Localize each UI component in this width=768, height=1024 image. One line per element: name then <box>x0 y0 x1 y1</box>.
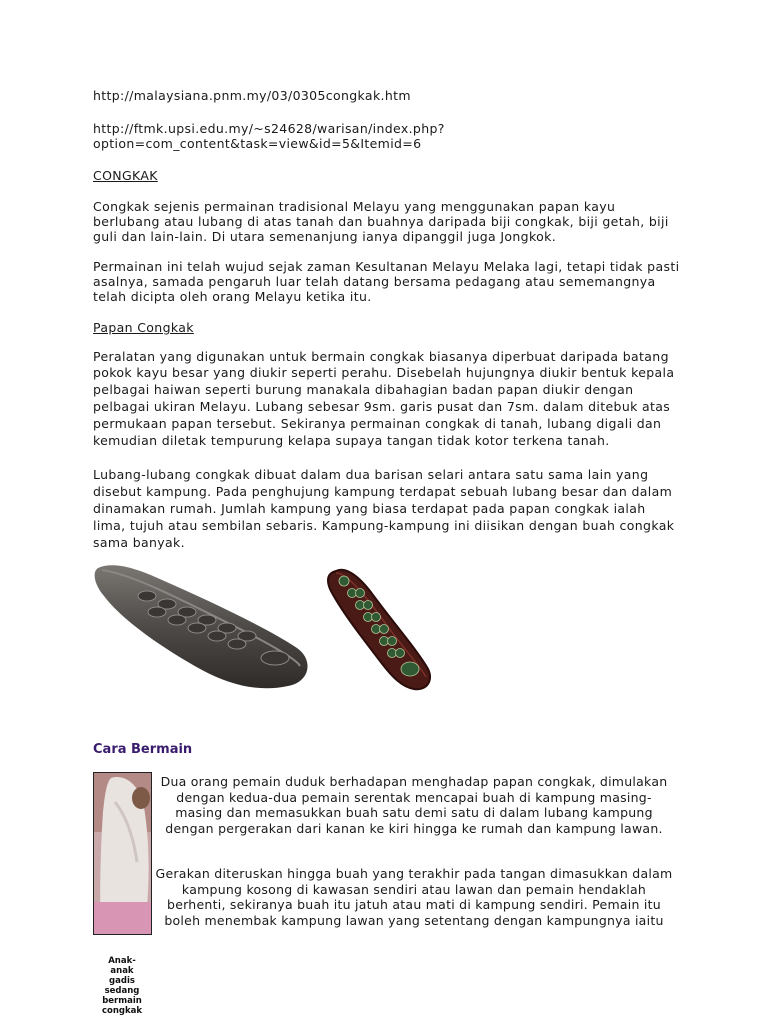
photo-caption <box>93 956 151 1016</box>
cara-line: Gerakan diteruskan hingga buah yang terakhir pada tangan dimasukkan dalam <box>155 866 673 881</box>
history-line: telah dicipta oleh orang Melayu ketika itu. <box>93 289 372 304</box>
heading-papan-congkak: Papan Congkak <box>93 320 194 335</box>
caption-line: Anak- <box>108 956 136 966</box>
history-line: asalnya, samada pengaruh luar telah datang bersama pedagang atau sememangnya <box>93 274 656 289</box>
heading-cara-bermain: Cara Bermain <box>93 742 193 757</box>
caption-line: bermain <box>102 996 142 1006</box>
cara-line: berhenti, sekiranya buah itu jatuh atau mati di kampung sendiri. Pemain itu <box>167 897 661 912</box>
caption-line: gadis <box>109 976 135 986</box>
intro-line: Congkak sejenis permainan tradisional Melayu yang menggunakan papan kayu <box>93 199 616 214</box>
papan-line: pokok kayu besar yang diukir seperti perahu. Disebelah hujungnya diukir bentuk kepala <box>93 365 675 380</box>
source-url-1[interactable]: http://malaysiana.pnm.my/03/0305congkak.htm <box>93 88 411 103</box>
cara-line: dengan pergerakan dari kanan ke kiri hingga ke rumah dan kampung lawan. <box>165 820 663 836</box>
intro-line: berlubang atau lubang di atas tanah dan buahnya daripada biji congkak, biji getah, biji <box>93 214 669 229</box>
papan-line: Peralatan yang digunakan untuk bermain congkak biasanya diperbuat daripada batang <box>93 349 669 364</box>
caption-line: anak <box>110 966 134 976</box>
papan-line: pelbagai haiwan seperti burung manakala dibahagian badan papan diukir dengan <box>93 382 634 397</box>
red-congkak-board-image <box>322 565 437 695</box>
source-url-2[interactable]: http://ftmk.upsi.edu.my/~s24628/warisan/index.php? <box>93 121 445 136</box>
lubang-line: Lubang-lubang congkak dibuat dalam dua barisan selari antara satu sama lain yang <box>93 467 649 482</box>
source-url-2-cont[interactable]: option=com_content&task=view&id=5&Itemid=6 <box>93 136 422 151</box>
cara-paragraph-2 <box>152 866 676 928</box>
cara-paragraph-1 <box>152 774 676 836</box>
cara-line: dengan kedua-dua pemain serentak mencapai buah di kampung masing- <box>176 789 652 805</box>
lubang-line: sama banyak. <box>93 535 185 550</box>
history-line: Permainan ini telah wujud sejak zaman Kesultanan Melayu Melaka lagi, tetapi tidak pasti <box>93 259 680 274</box>
papan-line: permukaan papan tersebut. Sekiranya permainan congkak di tanah, lubang digali dan <box>93 416 662 431</box>
cara-line: masing dan memasukkan buah satu demi satu di dalam lubang kampung <box>175 805 653 820</box>
cara-line: Dua orang pemain duduk berhadapan menghadap papan congkak, dimulakan <box>160 774 668 789</box>
papan-line: kemudian diletak tempurung kelapa supaya tangan tidak kotor terkena tanah. <box>93 433 610 448</box>
caption-line: congkak <box>101 1006 143 1016</box>
lubang-line: disebut kampung. Pada penghujung kampung terdapat sebuah lubang besar dan dalam <box>93 484 673 499</box>
lubang-line: dinamakan rumah. Jumlah kampung yang biasa terdapat pada papan congkak ialah <box>93 501 646 516</box>
wooden-congkak-board-image <box>92 560 312 695</box>
heading-congkak: CONGKAK <box>93 168 158 183</box>
papan-line: pelbagai ukiran Melayu. Lubang sebesar 9sm. garis pusat dan 7sm. dalam ditebuk atas <box>93 399 671 414</box>
caption-line: sedang <box>104 986 140 996</box>
cara-line: kampung kosong di kawasan sendiri atau lawan dan pemain hendaklah <box>181 881 647 897</box>
intro-line: guli dan lain-lain. Di utara semenanjung ianya dipanggil juga Jongkok. <box>93 229 557 244</box>
girls-playing-congkak-photo <box>93 772 152 935</box>
cara-line: boleh menembak kampung lawan yang setentang dengan kampungnya iaitu <box>164 912 664 928</box>
lubang-line: lima, tujuh atau sembilan sebaris. Kampung-kampung ini diisikan dengan buah congkak <box>93 518 675 533</box>
